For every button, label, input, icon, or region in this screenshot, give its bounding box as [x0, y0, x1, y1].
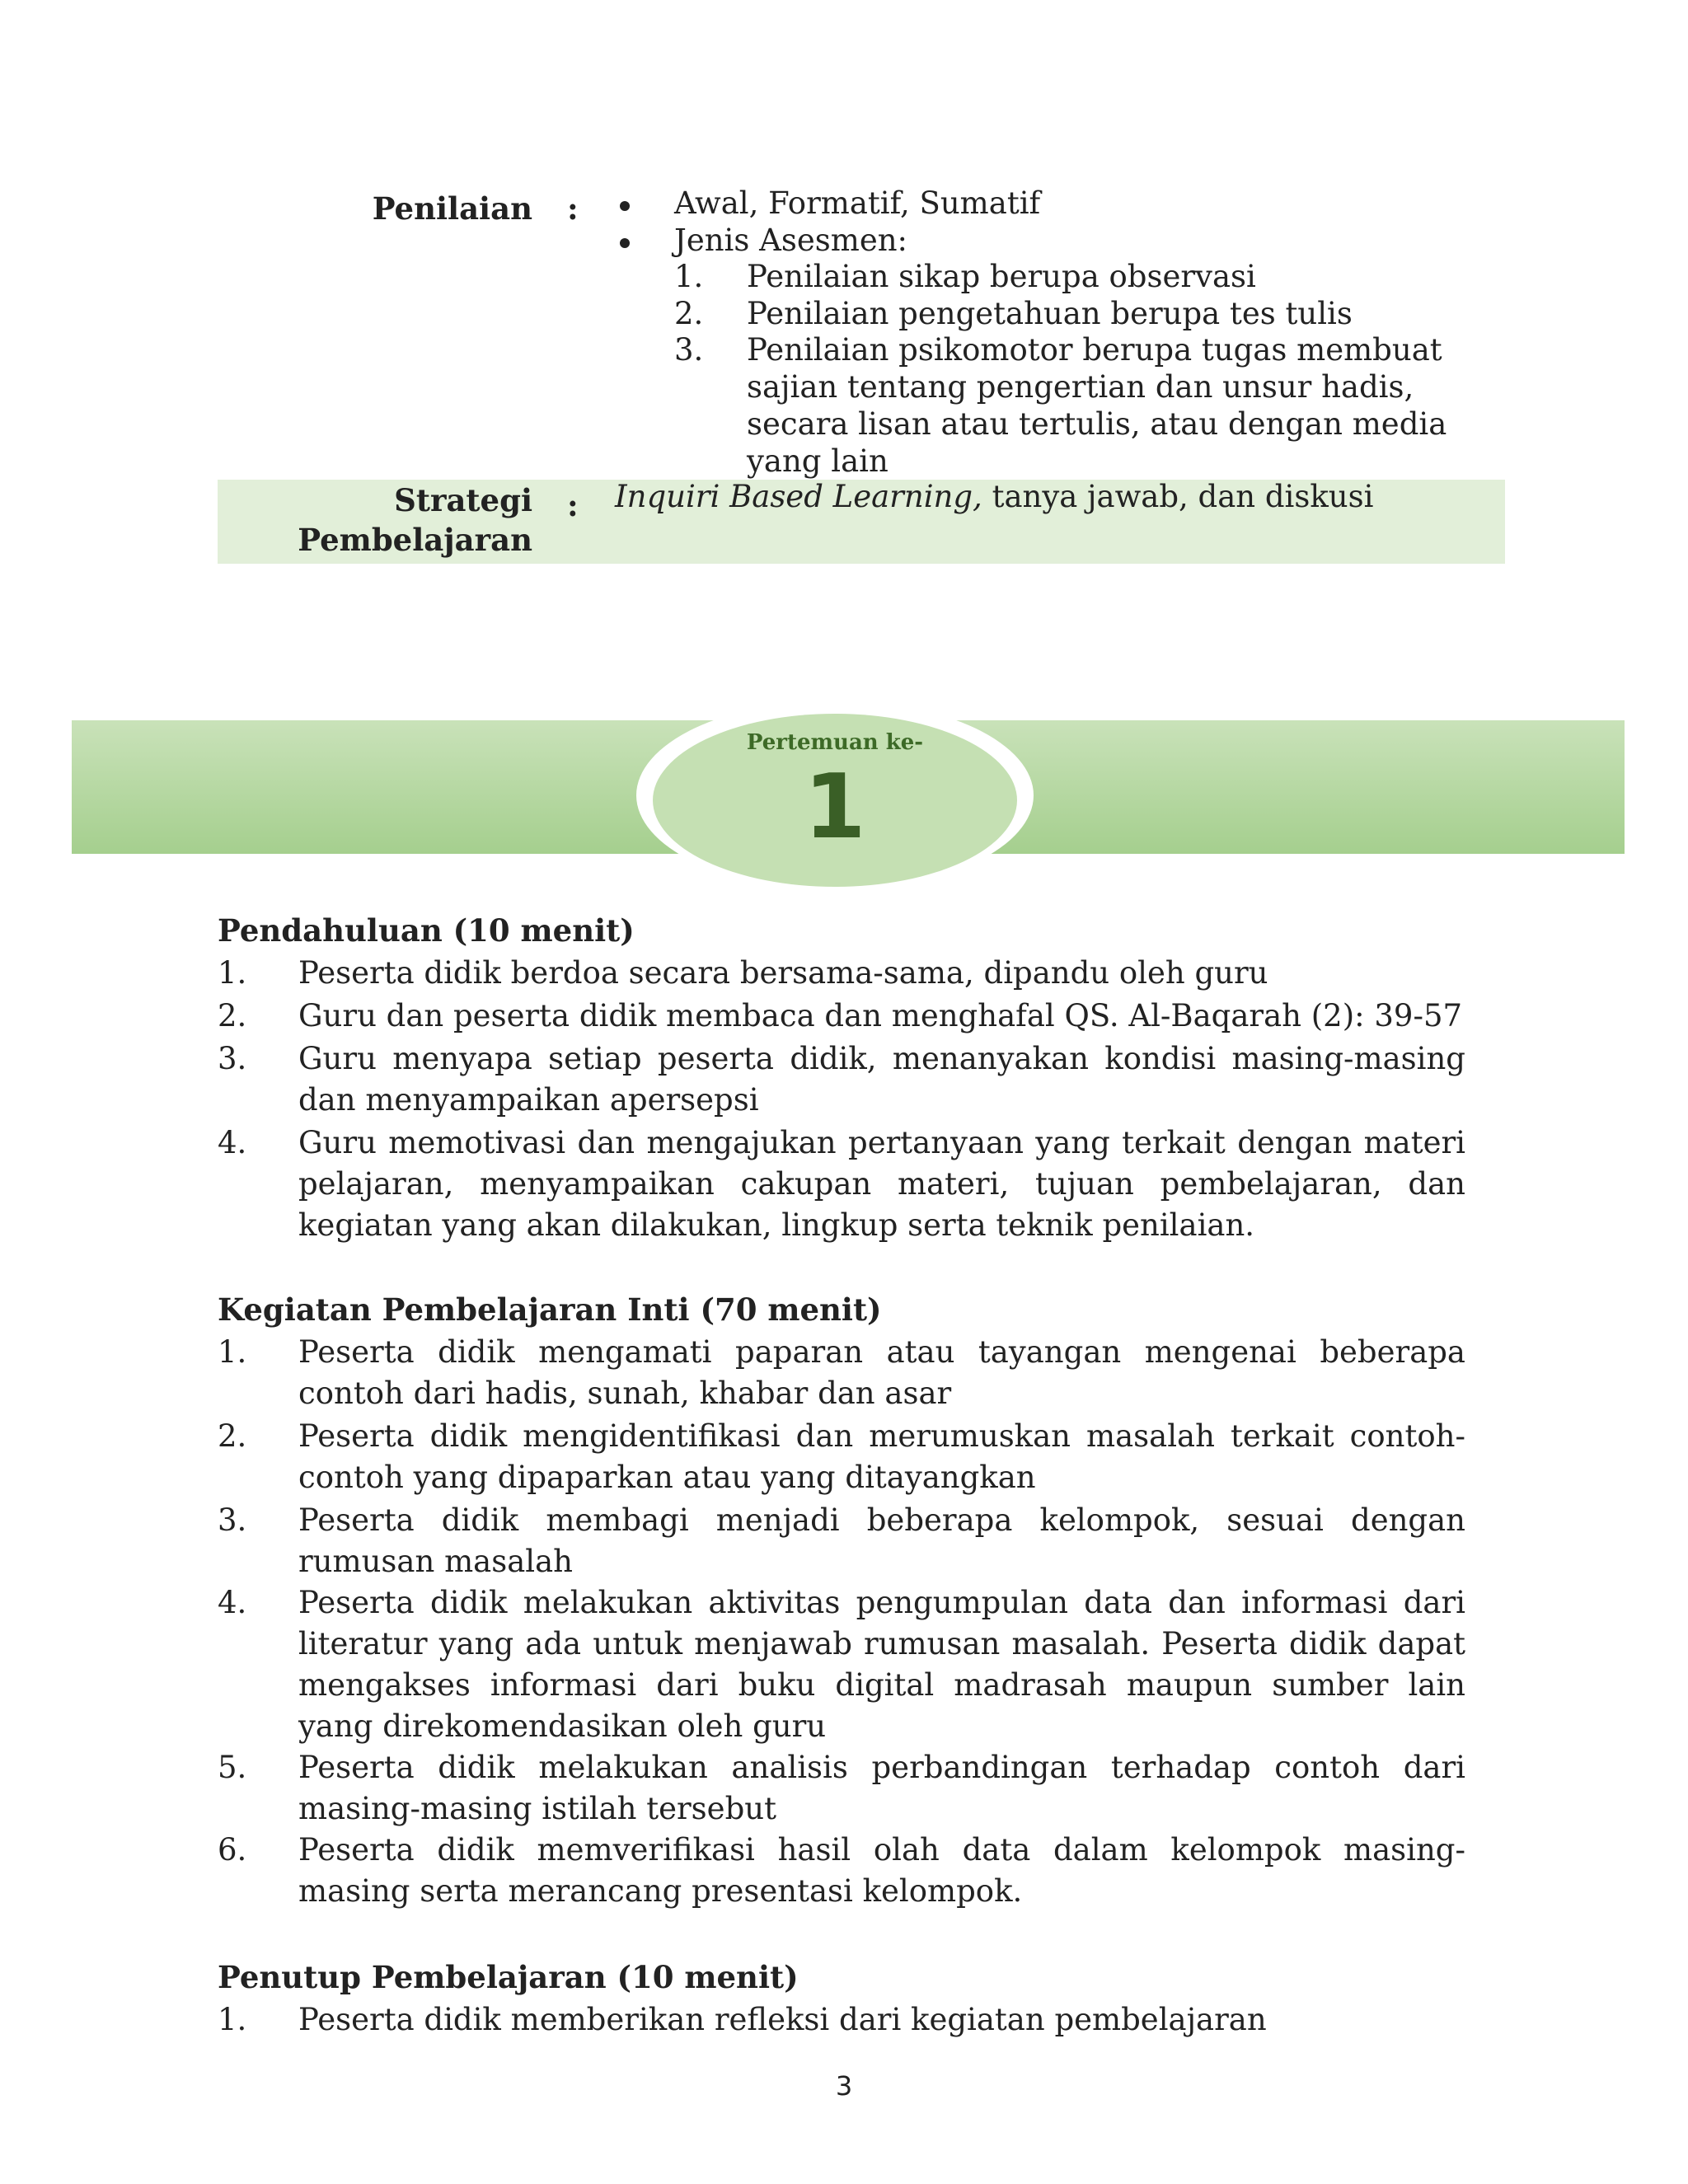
strategi-italic: Inquiri Based Learning,	[615, 479, 982, 514]
list-item: Peserta didik membagi menjadi beberapa kelompok, sesuai dengan rumusan masalah	[298, 1502, 1465, 1579]
list-number: 1.	[218, 955, 247, 991]
list-number: 5.	[218, 1750, 247, 1785]
penilaian-label: Penilaian	[372, 190, 532, 227]
asesmen-num: 3.	[674, 332, 704, 368]
list-item: Peserta didik melakukan aktivitas pengumpulan data dan informasi dari literatur yang ada untuk menjawab rumusan masalah. Peserta didik dapat mengakses informasi dari buku digital madrasah maupun sumber lain yang direkomendasikan oleh guru	[298, 1585, 1465, 1744]
list-item: Peserta didik memverifikasi hasil olah data dalam kelompok masing-masing serta merancang presentasi kelompok.	[298, 1832, 1465, 1909]
asesmen-item: Penilaian sikap berupa observasi	[747, 259, 1256, 294]
section-title-penutup: Penutup Pembelajaran (10 menit)	[218, 1959, 799, 1995]
asesmen-item: Penilaian pengetahuan berupa tes tulis	[747, 296, 1353, 331]
list-item: Peserta didik berdoa secara bersama-sama, dipandu oleh guru	[298, 955, 1268, 991]
list-number: 1.	[218, 1334, 247, 1370]
list-item: Peserta didik memberikan refleksi dari kegiatan pembelajaran	[298, 2002, 1267, 2037]
penilaian-bullet: Jenis Asesmen:	[674, 223, 908, 258]
list-item: Peserta didik mengidentifikasi dan merumuskan masalah terkait contoh-contoh yang dipaparkan atau yang ditayangkan	[298, 1418, 1465, 1495]
list-item: Peserta didik mengamati paparan atau tayangan mengenai beberapa contoh dari hadis, sunah, khabar dan asar	[298, 1334, 1465, 1411]
asesmen-num: 1.	[674, 259, 704, 294]
asesmen-num: 2.	[674, 296, 704, 331]
asesmen-item: Penilaian psikomotor berupa tugas membuat sajian tentang pengertian dan unsur hadis, secara lisan atau tertulis, atau dengan media yang lain	[747, 332, 1447, 479]
page-number: 3	[835, 2070, 853, 2102]
penilaian-colon: :	[567, 190, 579, 227]
bullet-icon	[620, 201, 630, 211]
pertemuan-label: Pertemuan ke-	[746, 730, 924, 755]
pertemuan-number: 1	[804, 756, 866, 859]
list-number: 2.	[218, 1418, 247, 1454]
list-number: 4.	[218, 1125, 247, 1160]
section-title-pendahuluan: Pendahuluan (10 menit)	[218, 912, 635, 949]
list-number: 1.	[218, 2002, 247, 2037]
list-item: Guru memotivasi dan mengajukan pertanyaan yang terkait dengan materi pelajaran, menyampaikan cakupan materi, tujuan pembelajaran, dan kegiatan yang akan dilakukan, lingkup serta teknik penilaian.	[298, 1125, 1465, 1243]
section-title-inti: Kegiatan Pembelajaran Inti (70 menit)	[218, 1291, 882, 1328]
strategi-label: Strategi	[394, 482, 532, 518]
bullet-icon	[620, 238, 630, 248]
list-item: Peserta didik melakukan analisis perbandingan terhadap contoh dari masing-masing istilah tersebut	[298, 1750, 1465, 1826]
list-item: Guru dan peserta didik membaca dan menghafal QS. Al-Baqarah (2): 39-57	[298, 998, 1463, 1033]
strategi-rest: tanya jawab, dan diskusi	[982, 479, 1374, 514]
list-number: 3.	[218, 1041, 247, 1076]
list-number: 6.	[218, 1832, 247, 1868]
list-item: Guru menyapa setiap peserta didik, menanyakan kondisi masing-masing dan menyampaikan apersepsi	[298, 1041, 1465, 1118]
strategi-colon: :	[567, 487, 579, 523]
strategi-value	[615, 478, 1373, 515]
penilaian-bullet: Awal, Formatif, Sumatif	[674, 185, 1041, 221]
list-number: 2.	[218, 998, 247, 1033]
list-number: 3.	[218, 1502, 247, 1538]
strategi-label: Pembelajaran	[298, 522, 532, 558]
list-number: 4.	[218, 1585, 247, 1620]
